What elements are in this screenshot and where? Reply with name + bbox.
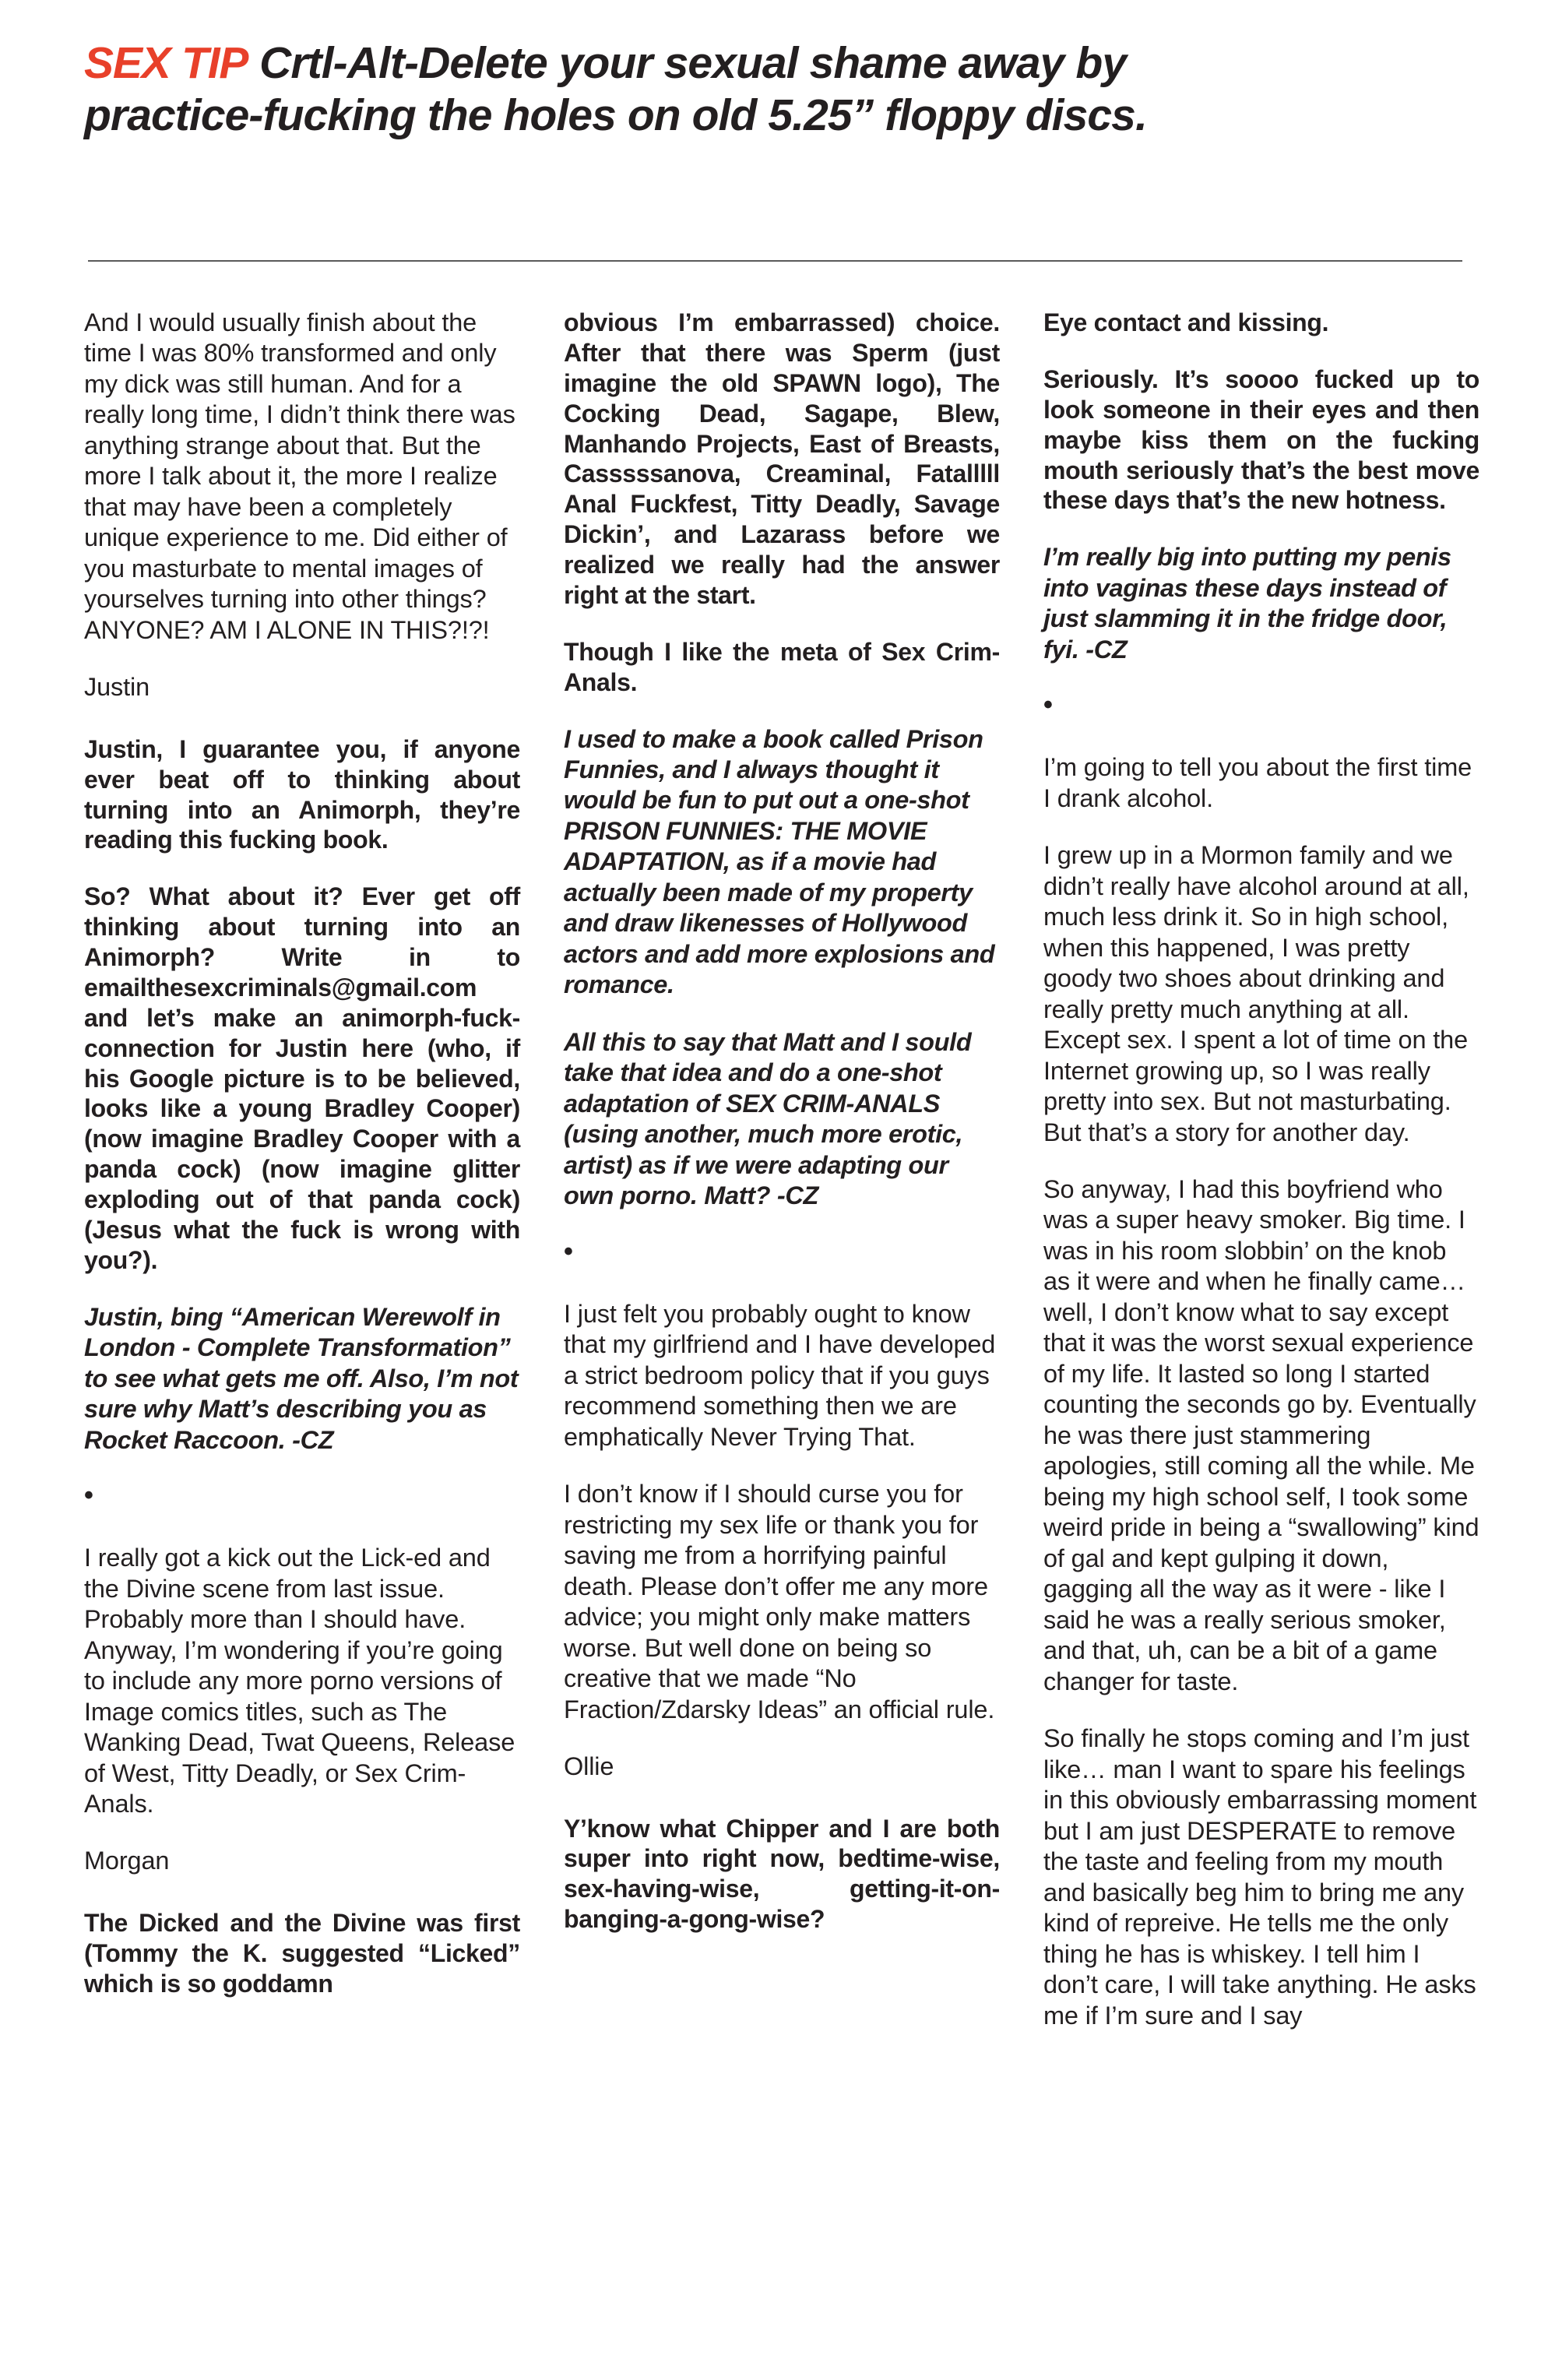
header-line-2: practice-fucking the holes on old 5.25” floppy discs. — [84, 90, 1147, 140]
page-header — [84, 37, 1486, 141]
column-3 — [1043, 308, 1479, 2058]
letter-paragraph: I don’t know if I should curse you for restricting my sex life or thank you for saving me from a horrifying painful death. Please don’t offer me any more advice; you might only make matters worse. But well done on being so creative that we made “No Fraction/Zdarsky Ideas” an official rule. — [564, 1480, 995, 1723]
letter-paragraph: Justin, I guarantee you, if anyone ever beat off to thinking about turning into an Animorph, they’re reading this fucking book. — [84, 734, 520, 854]
letter-paragraph: Though I like the meta of Sex Crim-Anals. — [564, 637, 1000, 696]
header-line-1-rest: Crtl-Alt-Delete your sexual shame away by — [248, 38, 1127, 88]
letter-paragraph: So anyway, I had this boyfriend who was a super heavy smoker. Big time. I was in his room slobbin’ on the knob as it were and when he finally came… well, I don’t know what to say except that it was the worst sexual experience of my life. It lasted so long I started counting the seconds go by. Eventually he was there just stammering apologies, still coming all the while. Me being my high school self, I took some weird pride in being a “swallowing” kind of gal and kept gulping it down, gagging all the way as it were - like I said he was a really serious smoker, and that, uh, can be a bit of a game changer for taste. — [1043, 1175, 1479, 1695]
letter-paragraph: Seriously. It’s soooo fucked up to look someone in their eyes and then maybe kiss them on the fucking mouth seriously that’s the best move these days that’s the new hotness. — [1043, 364, 1479, 515]
letter-paragraph: Justin, bing “American Werewolf in London - Complete Transformation” to see what gets me off. Also, I’m not sure why Matt’s describing you as Rocket Raccoon. -CZ — [84, 1302, 519, 1454]
bullet-separator: • — [564, 1236, 573, 1266]
sex-tip-label: SEX TIP — [84, 38, 248, 88]
bullet-separator: • — [84, 1480, 93, 1511]
letter-paragraph: I grew up in a Mormon family and we didn’t really have alcohol around at all, much less drink it. So in high school, when this happened, I was pretty goody two shoes about drinking and really pretty much anything at all. Except sex. I spent a lot of time on the Internet growing up, so I was really pretty into sex. But not masturbating. But that’s a story for another day. — [1043, 841, 1469, 1146]
letter-paragraph: obvious I’m embarrassed) choice. After that there was Sperm (just imagine the old SPAWN logo), The Cocking Dead, Sagape, Blew, Manhando Projects, East of Breasts, Casssssanova, Creaminal, Fatalllll Anal Fuckfest, Titty Deadly, Savage Dickin’, and Lazarass before we realized we really had the answer right at the start. — [564, 308, 1000, 609]
letter-paragraph: I really got a kick out the Lick-ed and the Divine scene from last issue. Probably more than I should have. Anyway, I’m wondering if you’re going to include any more porno versions of Image comics titles, such as The Wanking Dead, Twat Queens, Release of West, Titty Deadly, or Sex Crim-Anals. — [84, 1544, 515, 1818]
letter-paragraph: I’m going to tell you about the first time I drank alcohol. — [1043, 753, 1472, 812]
header-line-1 — [84, 37, 1486, 90]
letter-signature: Justin — [84, 673, 150, 702]
letter-paragraph: So? What about it? Ever get off thinking about turning into an Animorph? Write in to emailthesexcriminals@gmail.com and let’s make an animorph-fuck-connection for Justin here (who, if his Google picture is to be believed, looks like a young Bradley Cooper) (now imagine Bradley Cooper with a panda cock) (now imagine glitter exploding out of that panda cock) (Jesus what the fuck is wrong with you?). — [84, 882, 520, 1274]
letters-columns — [84, 308, 1478, 2058]
letter-paragraph: All this to say that Matt and I sould take that idea and do a one-shot adaptation of SEX CRIM-ANALS (using another, much more erotic, artist) as if we were adapting our own porno. Matt? -CZ — [564, 1027, 972, 1210]
letter-paragraph: I just felt you probably ought to know that my girlfriend and I have developed a strict bedroom policy that if you guys recommend something then we are emphatically Never Trying That. — [564, 1299, 996, 1451]
header-divider — [88, 260, 1462, 262]
letter-paragraph: Eye contact and kissing. — [1043, 308, 1329, 336]
letter-paragraph: Y’know what Chipper and I are both super into right now, bedtime-wise, sex-having-wise, getting-it-on-banging-a-gong-wise? — [564, 1814, 1000, 1934]
letter-paragraph: I used to make a book called Prison Funnies, and I always thought it would be fun to put out a one-shot PRISON FUNNIES: THE MOVIE ADAPTATION, as if a movie had actually been made of my property and draw likenesses of Hollywood actors and add more explosions and romance. — [564, 724, 995, 999]
letter-signature: Ollie — [564, 1752, 614, 1781]
letter-paragraph: And I would usually finish about the time I was 80% transformed and only my dick was still human. And for a really long time, I didn’t think there was anything strange about that. But the more I talk about it, the more I realize that may have been a completely unique experience to me. Did either of you masturbate to mental images of yourselves turning into other things? ANYONE? AM I ALONE IN THIS?!?! — [84, 308, 515, 644]
bullet-separator: • — [1043, 690, 1053, 720]
letter-signature: Morgan — [84, 1847, 170, 1875]
letter-paragraph: I’m really big into putting my penis into vaginas these days instead of just slamming it in the fridge door, fyi. -CZ — [1043, 543, 1451, 664]
letter-paragraph: So finally he stops coming and I’m just like… man I want to spare his feelings in this obviously embarrassing moment but I am just DESPERATE to remove the taste and feeling from my mouth and basically beg him to bring me any kind of repreive. He tells me the only thing he has is whiskey. I tell him I don’t care, I will take anything. He asks me if I’m sure and I say — [1043, 1724, 1477, 2030]
letter-paragraph: The Dicked and the Divine was first (Tommy the K. suggested “Licked” which is so goddamn — [84, 1908, 520, 1998]
column-2 — [564, 308, 1000, 2058]
column-1 — [84, 308, 520, 2058]
